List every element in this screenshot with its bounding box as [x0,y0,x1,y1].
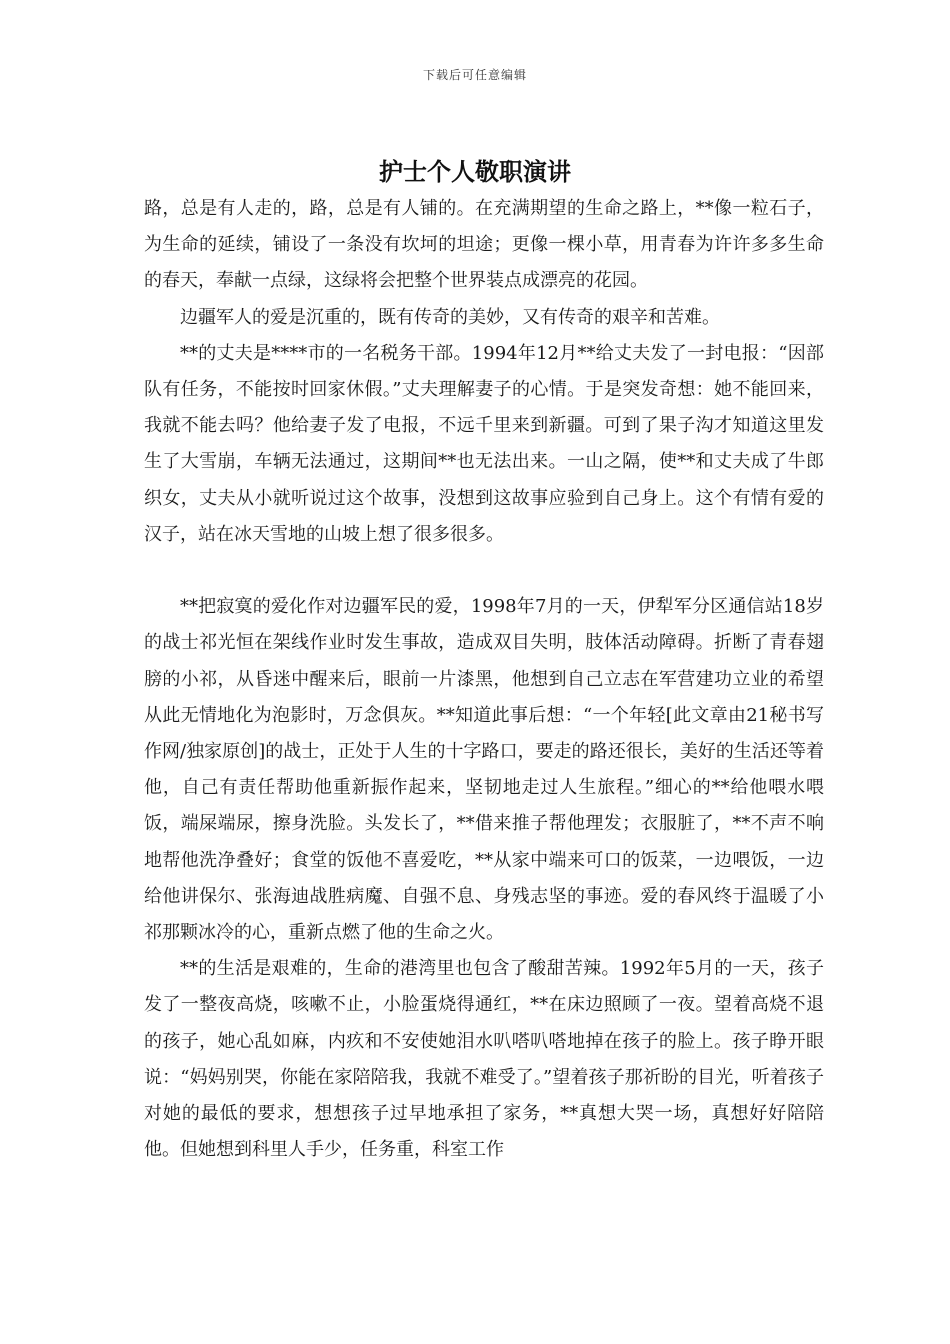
paragraph: **的生活是艰难的，生命的港湾里也包含了酸甜苦辣。1992年5月的一天，孩子发了一整夜高烧，咳嗽不止，小脸蛋烧得通红，**在床边照顾了一夜。望着高烧不退的孩子，她心乱如麻，内疚和不安使她泪水叭嗒叭嗒地掉在孩子的脸上。孩子睁开眼说：“妈妈别哭，你能在家陪陪我，我就不难受了。”望着孩子那祈盼的目光，听着孩子对她的最低的要求，想想孩子过早地承担了家务，**真想大哭一场，真想好好陪陪他。但她想到科里人手少，任务重，科室工作 [144,958,824,1161]
document-body [144,191,824,1168]
paragraph-spacer [144,553,824,589]
paragraph: **的丈夫是****市的一名税务干部。1994年12月**给丈夫发了一封电报：“因部队有任务，不能按时回家休假。”丈夫理解妻子的心情。于是突发奇想：她不能回来，我就不能去吗？他给妻子发了电报，不远千里来到新疆。可到了果子沟才知道这里发生了大雪崩，车辆无法通过，这期间**也无法出来。一山之隔，使**和丈夫成了牛郎织女，丈夫从小就听说过这个故事，没想到这故事应验到自己身上。这个有情有爱的汉子，站在冰天雪地的山坡上想了很多很多。 [144,342,824,545]
page-header-note: 下载后可任意编辑 [422,68,527,82]
document-title: 护士个人敬职演讲 [379,157,571,186]
paragraph: 边疆军人的爱是沉重的，既有传奇的美妙，又有传奇的艰辛和苦难。 [180,306,720,328]
paragraph: **把寂寞的爱化作对边疆军民的爱，1998年7月的一天，伊犁军分区通信站18岁的战士祁光恒在架线作业时发生事故，造成双目失明，肢体活动障碍。折断了青春翅膀的小祁，从昏迷中醒来后，眼前一片漆黑，他想到自己立志在军营建功立业的希望从此无情地化为泡影时，万念俱灰。**知道此事后想：“一个年轻[此文章由21秘书写作网/独家原创]的战士，正处于人生的十字路口，要走的路还很长，美好的生活还等着他，自己有责任帮助他重新振作起来，坚韧地走过人生旅程。”细心的**给他喂水喂饭，端屎端尿，擦身洗脸。头发长了，**借来推子帮他理发；衣服脏了，**不声不响地帮他洗净叠好；食堂的饭他不喜爱吃，**从家中端来可口的饭菜，一边喂饭，一边给他讲保尔、张海迪战胜病魔、自强不息、身残志坚的事迹。爱的春风终于温暖了小祁那颗冰冷的心，重新点燃了他的生命之火。 [144,596,824,944]
paragraph: 路，总是有人走的，路，总是有人铺的。在充满期望的生命之路上，**像一粒石子，为生命的延续，铺设了一条没有坎坷的坦途；更像一棵小草，用青春为许许多多生命的春天，奉献一点绿，这绿将会把整个世界装点成漂亮的花园。 [144,198,824,292]
